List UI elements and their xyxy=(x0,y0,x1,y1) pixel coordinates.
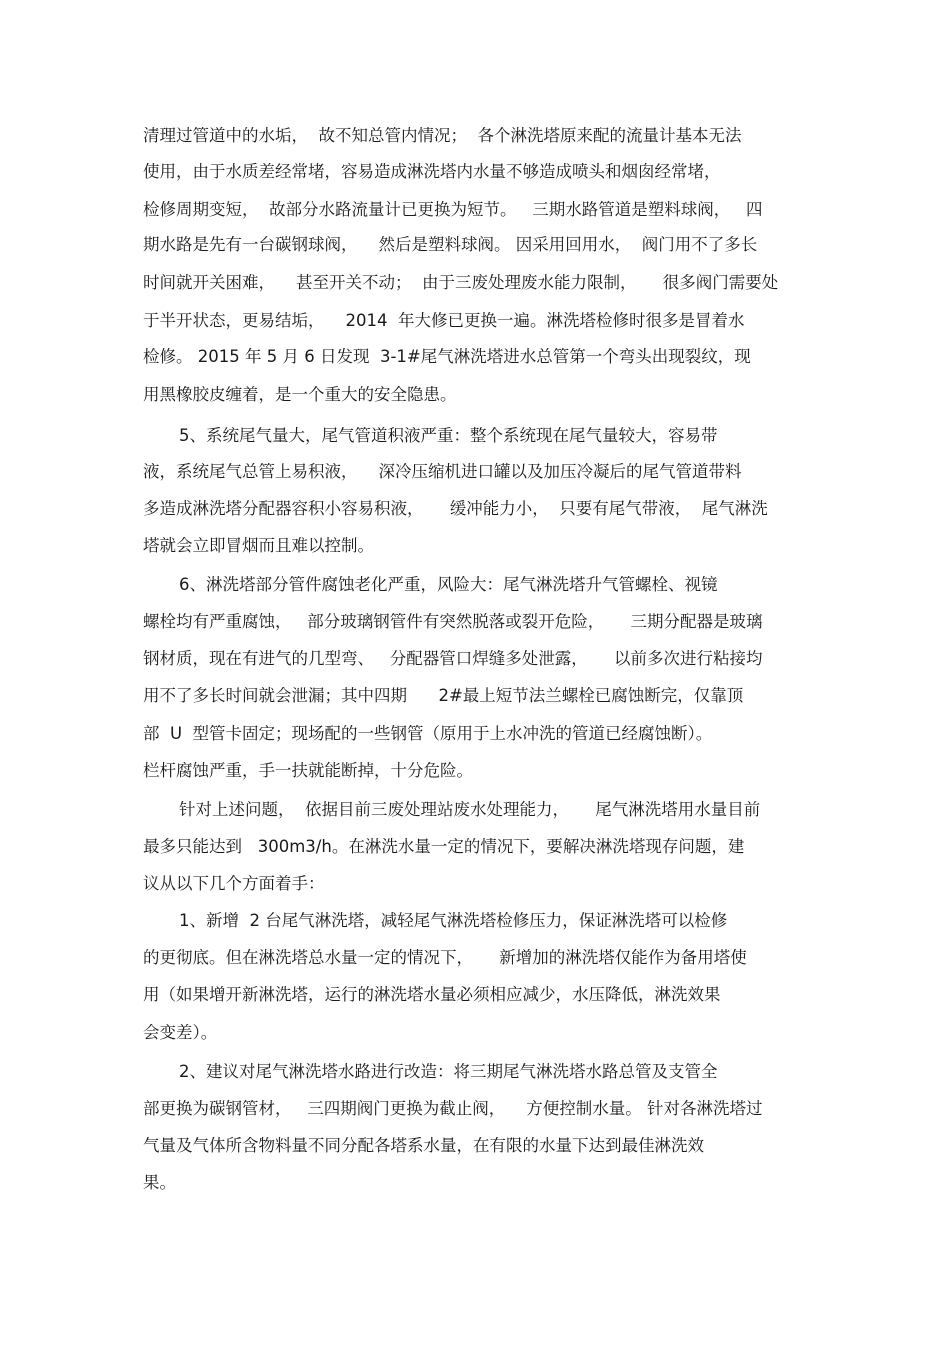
text-line: 最多只能达到 300m3/h。在淋洗水量一定的情况下，要解决淋洗塔现存问题，建 xyxy=(143,837,745,856)
text-line: 检修周期变短， 故部分水路流量计已更换为短节。 三期水路管道是塑料球阀， 四 xyxy=(143,200,763,219)
text-line: 清理过管道中的水垢， 故不知总管内情况； 各个淋洗塔原来配的流量计基本无法 xyxy=(143,126,742,145)
text-line: 塔就会立即冒烟而且难以控制。 xyxy=(143,536,374,555)
text-line: 的更彻底。但在淋洗塔总水量一定的情况下， 新增加的淋洗塔仅能作为备用塔使 xyxy=(143,948,747,967)
text-line: 部 U 型管卡固定；现场配的一些钢管（原用于上水冲洗的管道已经腐蚀断）。 xyxy=(143,724,713,743)
text-line: 液，系统尾气总管上易积液， 深冷压缩机进口罐以及加压冷凝后的尾气管道带料 xyxy=(143,462,742,481)
text-line: 议从以下几个方面着手： xyxy=(143,874,325,893)
text-line: 于半开状态，更易结垢， 2014 年大修已更换一遍。淋洗塔检修时很多是冒着水 xyxy=(143,311,745,330)
text-line: 时间就开关困难， 甚至开关不动； 由于三废处理废水能力限制， 很多阀门需要处 xyxy=(143,273,779,292)
text-line: 螺栓均有严重腐蚀， 部分玻璃钢管件有突然脱落或裂开危险， 三期分配器是玻璃 xyxy=(143,612,763,631)
paragraph-start-line: 2、建议对尾气淋洗塔水路进行改造：将三期尾气淋洗塔水路总管及支管全 xyxy=(179,1062,718,1081)
text-line: 果。 xyxy=(143,1173,176,1192)
text-line: 会变差）。 xyxy=(143,1023,218,1042)
text-line: 钢材质，现在有进气的几型弯、 分配器管口焊缝多处泄露， 以前多次进行粘接均 xyxy=(143,649,763,668)
paragraph-start-line: 6、淋洗塔部分管件腐蚀老化严重，风险大：尾气淋洗塔升气管螺栓、视镜 xyxy=(179,575,718,594)
text-line: 气量及气体所含物料量不同分配各塔系水量，在有限的水量下达到最佳淋洗效 xyxy=(143,1136,704,1155)
text-line: 用（如果增开新淋洗塔，运行的淋洗塔水量必须相应减少，水压降低，淋洗效果 xyxy=(143,985,721,1004)
text-line: 用不了多长时间就会泄漏；其中四期 2#最上短节法兰螺栓已腐蚀断完，仅靠顶 xyxy=(143,686,744,705)
text-line: 部更换为碳钢管材， 三四期阀门更换为截止阀， 方便控制水量。 针对各淋洗塔过 xyxy=(143,1099,763,1118)
paragraph-start-line: 1、新增 2 台尾气淋洗塔，减轻尾气淋洗塔检修压力，保证淋洗塔可以检修 xyxy=(179,911,728,930)
text-line: 使用，由于水质差经常堵，容易造成淋洗塔内水量不够造成喷头和烟囱经常堵， xyxy=(143,162,721,181)
text-line: 期水路是先有一台碳钢球阀， 然后是塑料球阀。 因采用回用水， 阀门用不了多长 xyxy=(143,235,758,254)
text-line: 多造成淋洗塔分配器容积小容易积液， 缓冲能力小， 只要有尾气带液， 尾气淋洗 xyxy=(143,499,768,518)
text-line: 检修。 2015 年 5 月 6 日发现 3-1#尾气淋洗塔进水总管第一个弯头出现裂纹，现 xyxy=(143,347,751,366)
text-line: 栏杆腐蚀严重，手一扶就能断掉，十分危险。 xyxy=(143,761,473,780)
text-line: 用黑橡胶皮缠着，是一个重大的安全隐患。 xyxy=(143,385,457,404)
paragraph-start-line: 针对上述问题， 依据目前三废处理站废水处理能力， 尾气淋洗塔用水量目前 xyxy=(179,800,761,819)
paragraph-start-line: 5、系统尾气量大，尾气管道积液严重：整个系统现在尾气量较大，容易带 xyxy=(179,426,718,445)
